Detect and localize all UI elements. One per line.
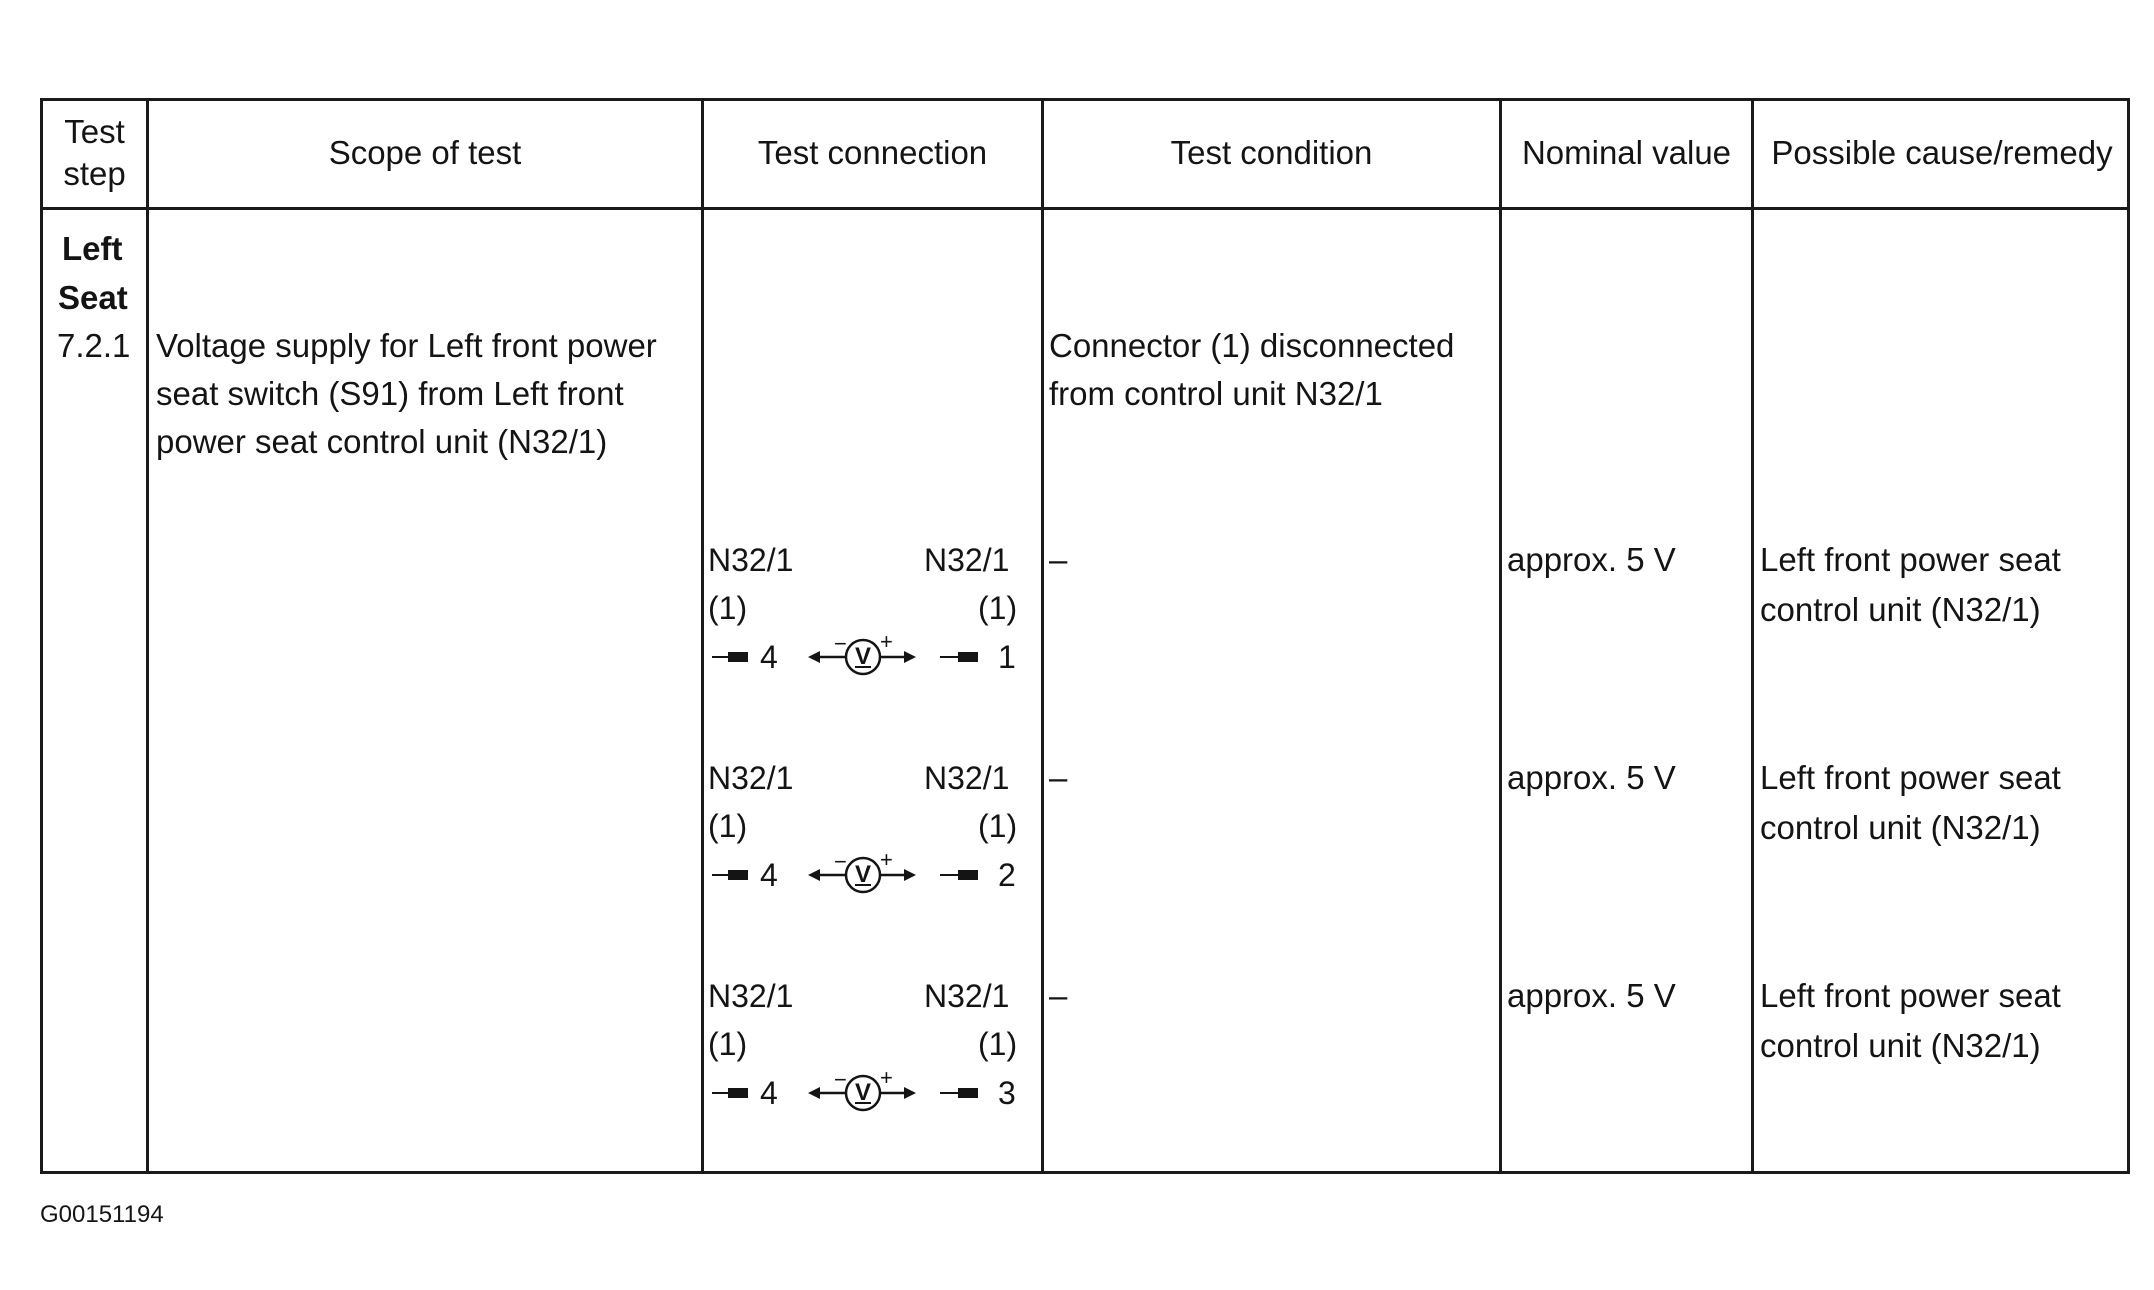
cause-line: control unit (N32/1) — [1760, 1027, 2041, 1064]
left-unit-label: N32/1 — [708, 978, 794, 1014]
column-divider — [146, 98, 149, 1174]
step-group-left: Left — [62, 230, 123, 267]
left-pin-label: 4 — [760, 857, 778, 893]
minus-sign: − — [834, 1067, 847, 1092]
header-test-step-line: Test — [64, 113, 125, 150]
scope-line: Voltage supply for Left front power — [156, 327, 657, 364]
cause-line: control unit (N32/1) — [1760, 809, 2041, 846]
header-nominal — [1502, 98, 1751, 208]
header-cause-text: Possible cause/remedy — [1771, 134, 2113, 171]
right-unit-label: N32/1 — [924, 542, 1010, 578]
header-scope — [149, 98, 701, 208]
column-divider — [1751, 98, 1754, 1174]
plus-sign: + — [880, 629, 893, 654]
right-pin-label: 3 — [998, 1075, 1016, 1111]
header-condition — [1044, 98, 1499, 208]
nominal-value: approx. 5 V — [1507, 977, 1676, 1014]
cause-line: Left front power seat — [1760, 541, 2061, 578]
right-connector-label: (1) — [978, 808, 1018, 844]
scope-line: seat switch (S91) from Left front — [156, 375, 624, 412]
left-connector-label: (1) — [708, 1026, 748, 1062]
right-connector-label: (1) — [978, 590, 1018, 626]
right-pin-label: 2 — [998, 857, 1016, 893]
test-connection — [708, 540, 1028, 690]
header-scope-text: Scope of test — [328, 134, 522, 171]
minus-sign: − — [834, 631, 847, 656]
header-cause — [1754, 98, 2130, 208]
left-unit-label: N32/1 — [708, 760, 794, 796]
header-test-step — [43, 98, 146, 208]
figure-id: G00151194 — [40, 1201, 164, 1228]
test-connection — [708, 758, 1028, 908]
condition-line: from control unit N32/1 — [1049, 375, 1383, 412]
plus-sign: + — [880, 1065, 893, 1090]
row-condition: – — [1049, 977, 1068, 1014]
nominal-value: approx. 5 V — [1507, 541, 1676, 578]
scope-line: power seat control unit (N32/1) — [156, 423, 608, 460]
header-condition-text: Test condition — [1170, 134, 1373, 171]
cause-line: Left front power seat — [1760, 759, 2061, 796]
right-unit-label: N32/1 — [924, 978, 1010, 1014]
column-divider — [1041, 98, 1044, 1174]
left-pin-label: 4 — [760, 639, 778, 675]
row-condition: – — [1049, 759, 1068, 796]
meter-letter: V — [855, 1079, 872, 1106]
right-pin-label: 1 — [998, 639, 1016, 675]
meter-letter: V — [855, 861, 872, 888]
header-connection-text: Test connection — [757, 134, 988, 171]
left-connector-label: (1) — [708, 808, 748, 844]
cause-line: Left front power seat — [1760, 977, 2061, 1014]
right-unit-label: N32/1 — [924, 760, 1010, 796]
step-number: 7.2.1 — [57, 327, 131, 364]
step-group-seat: Seat — [58, 279, 128, 316]
nominal-value: approx. 5 V — [1507, 759, 1676, 796]
left-pin-label: 4 — [760, 1075, 778, 1111]
test-connection — [708, 976, 1028, 1126]
row-condition: – — [1049, 541, 1068, 578]
condition-line: Connector (1) disconnected — [1049, 327, 1455, 364]
header-nominal-text: Nominal value — [1521, 134, 1732, 171]
plus-sign: + — [880, 847, 893, 872]
meter-letter: V — [855, 643, 872, 670]
column-divider — [701, 98, 704, 1174]
cause-line: control unit (N32/1) — [1760, 591, 2041, 628]
left-connector-label: (1) — [708, 590, 748, 626]
minus-sign: − — [834, 849, 847, 874]
right-connector-label: (1) — [978, 1026, 1018, 1062]
header-test-step-line: step — [63, 155, 126, 192]
header-connection — [704, 98, 1041, 208]
column-divider — [1499, 98, 1502, 1174]
left-unit-label: N32/1 — [708, 542, 794, 578]
